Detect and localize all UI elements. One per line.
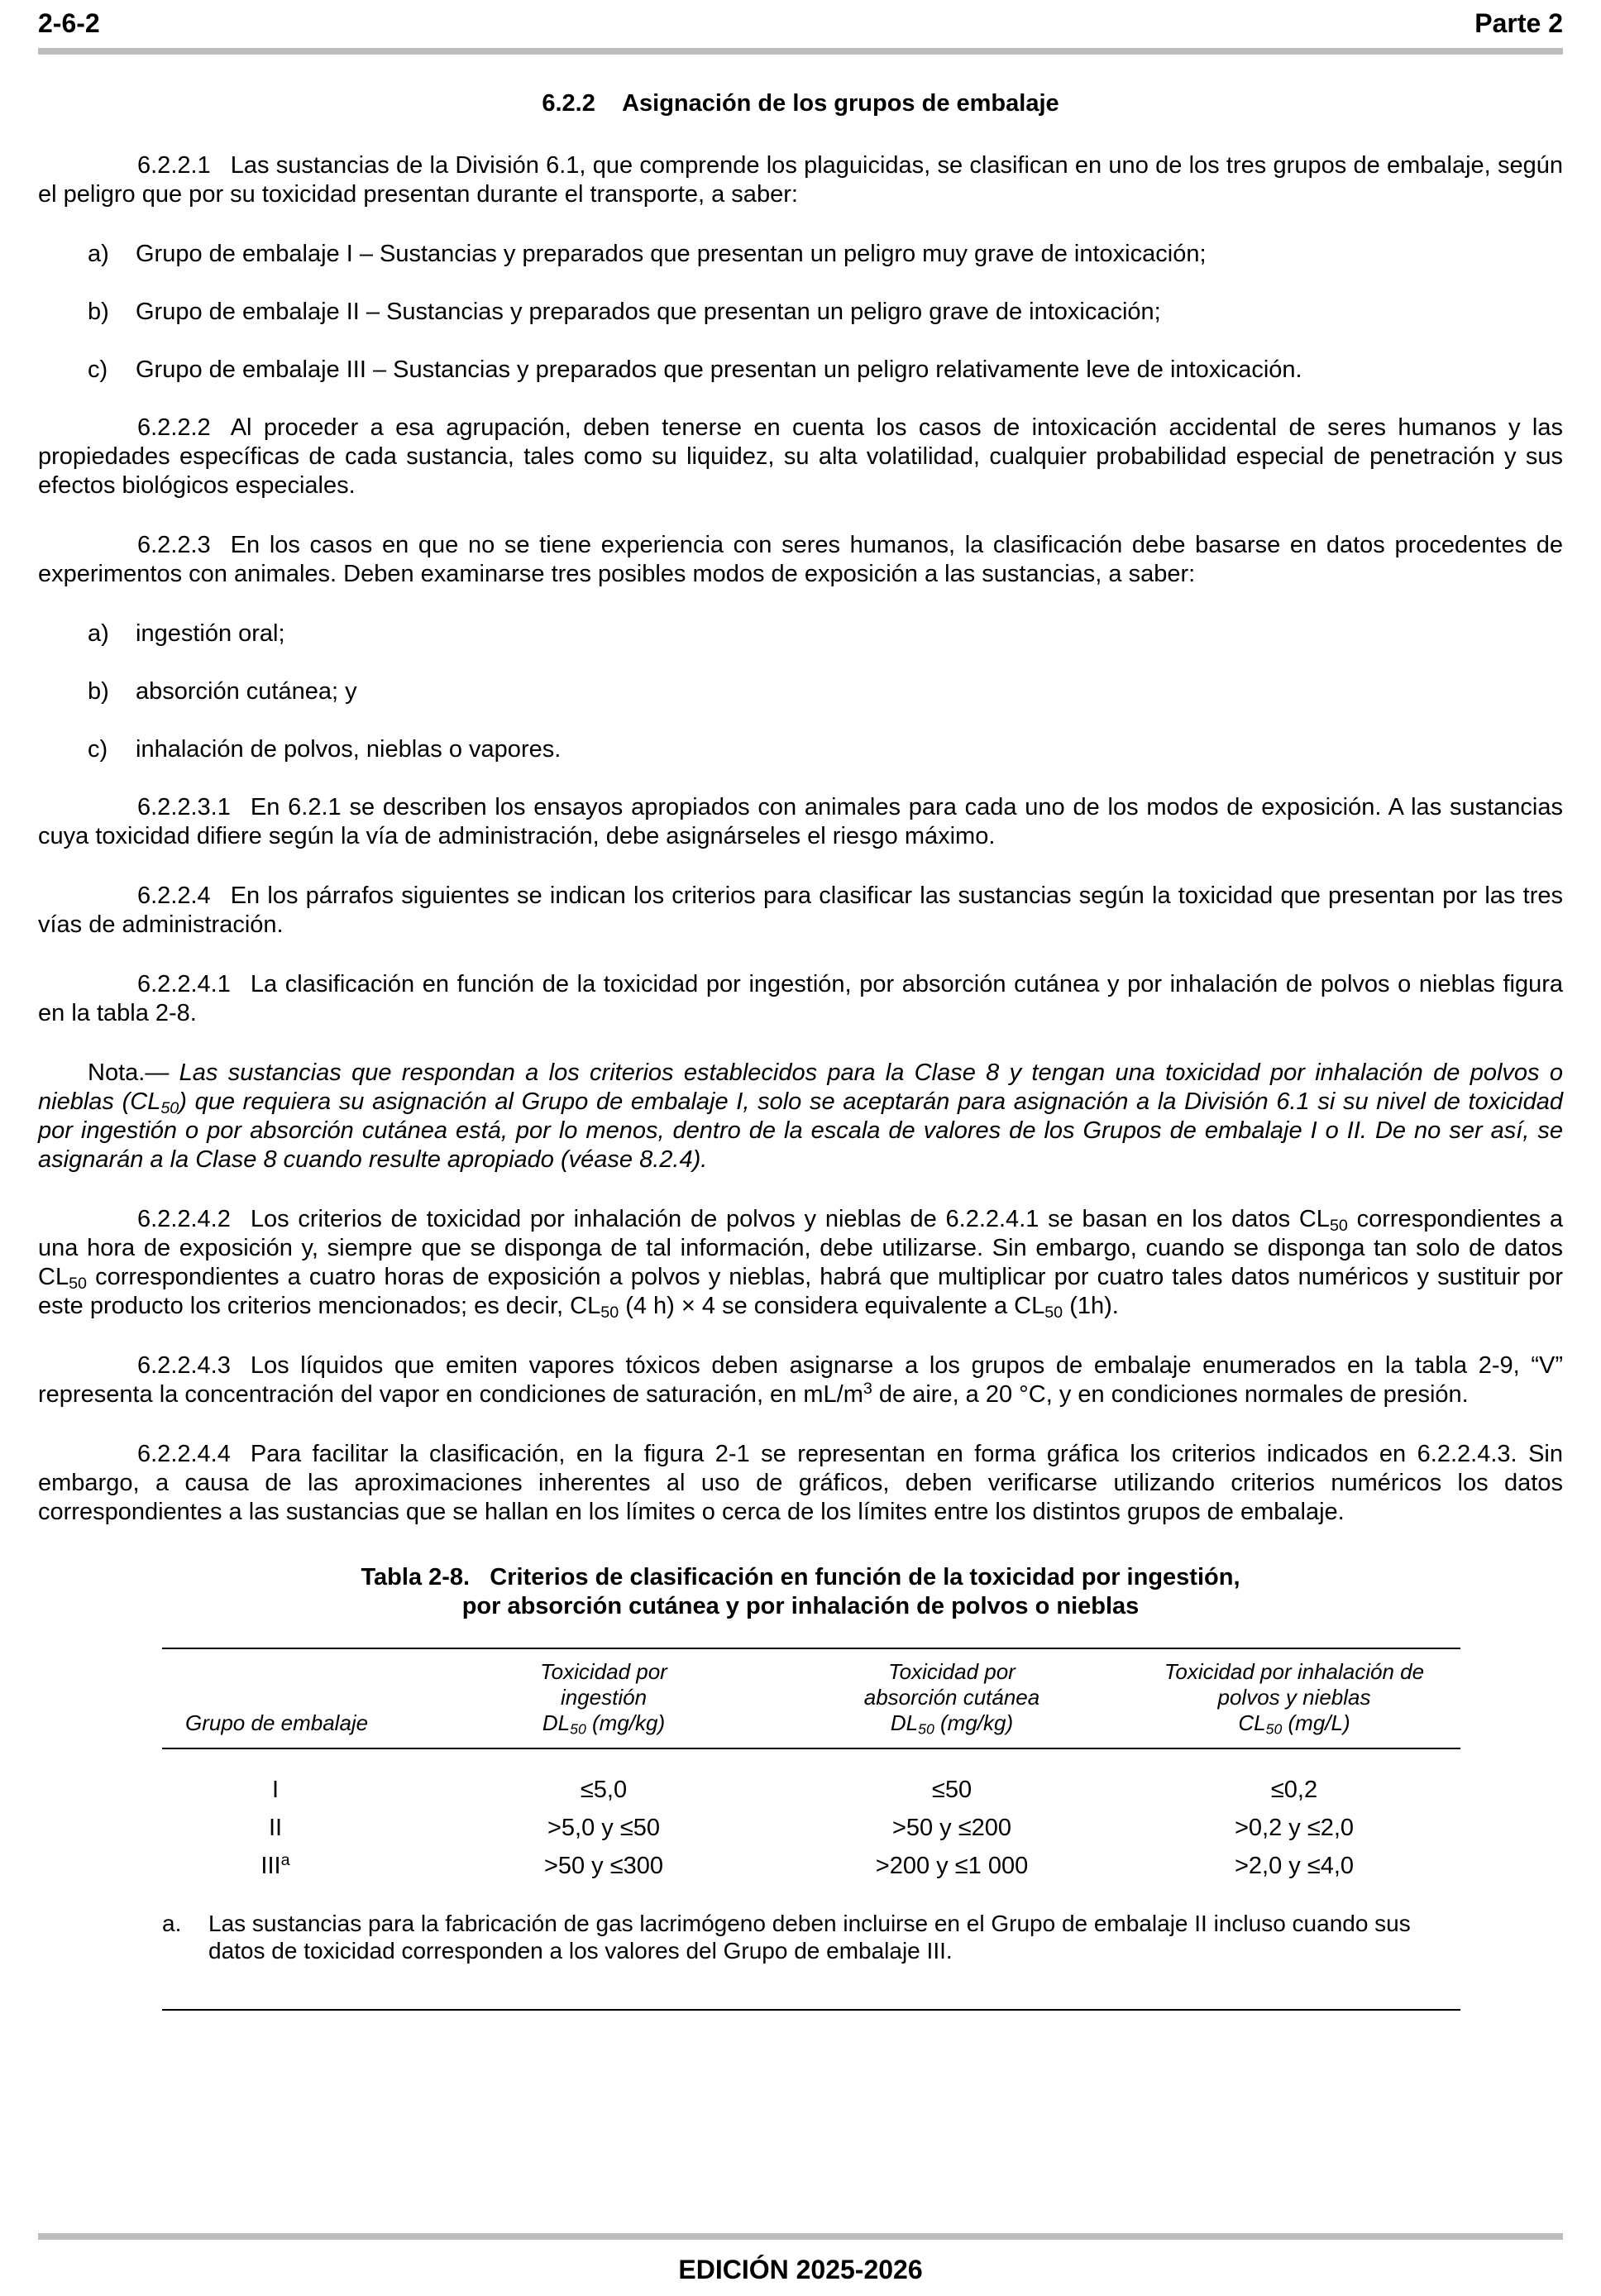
cell-group (162, 1809, 432, 1847)
list-label: b) (88, 299, 109, 325)
header-line: Toxicidad por inhalación de (1164, 1659, 1425, 1684)
header-line: Toxicidad por (540, 1659, 667, 1684)
paragraph-text: Para facilitar la clasificación, en la figura 2-1 se representan en forma gráfica los criterios indicados en 6.2.2.4.3. Sin embargo, a causa de las aproximaciones inherentes al uso de gráficos, deben verificarse utilizando criterios numéricos los datos correspondientes a las sustancias que se hallan en los límites o cerca de los límites entre los distintos grupos de embalaje. (38, 1441, 1563, 1525)
paragraph-text: Los líquidos que emiten vapores tóxicos deben asignarse a los grupos de embalaje enumerados en la tabla 2-9, “V” representa la concentración del vapor en condiciones de saturación, en mL/m (38, 1352, 1563, 1408)
superscript: a (280, 1851, 290, 1870)
section-title: 6.2.2 Asignación de los grupos de embalaje (542, 90, 1059, 117)
document-body (38, 89, 1563, 2011)
subscript: 50 (1044, 1303, 1063, 1322)
paragraph-text: La clasificación en función de la toxicidad por ingestión, por absorción cutánea y por inhalación de polvos o nieblas figura en la tabla 2-8. (38, 971, 1563, 1026)
subscript: 50 (160, 1098, 179, 1117)
subscript: 50 (570, 1720, 586, 1738)
part-label: Parte 2 (1474, 8, 1563, 38)
note (38, 1059, 1563, 1174)
header-text: (mg/L) (1282, 1710, 1350, 1735)
paragraph-text: correspondientes a cuatro horas de exposición a polvos y nieblas, habrá que multiplicar por cuatro tales datos numéricos y sustituir por este producto los criterios mencionados; es decir, CL (38, 1264, 1563, 1319)
paragraph-number: 6.2.2.1 (137, 152, 211, 179)
paragraph-6-2-2-2 (38, 414, 1563, 500)
footnote-text: Las sustancias para la fabricación de gas lacrimógeno deben incluirse en el Grupo de embalaje II incluso cuando sus datos de toxicidad corresponden a los valores del Grupo de embalaje III. (208, 1911, 1411, 1964)
table-footnote (162, 1910, 1460, 1964)
paragraph-6-2-2-4-1 (38, 970, 1563, 1028)
list-label: c) (88, 736, 108, 763)
list-text: absorción cutánea; y (136, 678, 357, 705)
paragraph-text: En 6.2.1 se describen los ensayos apropiados con animales para cada uno de los modos de exposición. A las sustancias cuya toxicidad difiere según la vía de administración, debe asignárseles el riesgo máximo. (38, 794, 1563, 849)
header-text: DL (890, 1710, 919, 1735)
paragraph-6-2-2-4-2 (38, 1205, 1563, 1321)
paragraph-text: de aire, a 20 °C, y en condiciones normales de presión. (872, 1381, 1469, 1408)
list-text: ingestión oral; (136, 620, 285, 647)
table-caption (38, 1563, 1563, 1621)
group-text: III (260, 1853, 281, 1879)
edition-footer: EDICIÓN 2025-2026 (678, 2255, 923, 2284)
paragraph-6-2-2-1 (38, 151, 1563, 209)
list-text: Grupo de embalaje II – Sustancias y preparados que presentan un peligro grave de intoxicación; (136, 299, 1161, 325)
header-line (782, 1710, 1121, 1736)
paragraph-text: Los criterios de toxicidad por inhalación de polvos y nieblas de 6.2.2.4.1 se basan en los datos CL (250, 1206, 1330, 1232)
list-item (38, 356, 1563, 385)
paragraph-text: correspondientes a una hora de exposición y, siempre que se disponga de tal información, debe utilizarse. Sin embargo, cuando se disponga tan solo de datos CL (38, 1206, 1563, 1290)
cell-inhalation: ≤0,2 (1270, 1777, 1318, 1803)
cell-group (162, 1748, 432, 1809)
header-text: DL (542, 1710, 571, 1735)
table-row (162, 1748, 1460, 1809)
header-oral (432, 1648, 776, 1748)
paragraph-text: Al proceder a esa agrupación, deben tenerse en cuenta los casos de intoxicación accidental de seres humanos y las propiedades específicas de cada sustancia, tales como su liquidez, su alta volatilidad, cualquier probabilidad especial de penetración y sus efectos biológicos especiales. (38, 414, 1563, 499)
list-label: a) (88, 620, 109, 647)
header-line: ingestión (560, 1685, 648, 1710)
table-header-row (162, 1648, 1460, 1748)
paragraph-number: 6.2.2.3.1 (137, 794, 231, 820)
paragraph-number: 6.2.2.4.4 (137, 1441, 231, 1467)
subscript: 50 (1329, 1216, 1348, 1235)
subscript: 50 (69, 1274, 87, 1293)
paragraph-number: 6.2.2.4.2 (137, 1206, 231, 1232)
paragraph-text: (4 h) × 4 se considera equivalente a CL (619, 1293, 1045, 1319)
list-text: Grupo de embalaje I – Sustancias y preparados que presentan un peligro muy grave de intoxicación; (136, 241, 1207, 267)
superscript: 3 (863, 1380, 872, 1399)
classification-table (162, 1648, 1460, 1885)
paragraph-6-2-2-4 (38, 882, 1563, 940)
paragraph-text: En los párrafos siguientes se indican los criterios para clasificar las sustancias según la toxicidad que presentan por las tres vías de administración. (38, 883, 1563, 938)
header-rule (38, 48, 1563, 55)
header-dermal (776, 1648, 1128, 1748)
group-text: II (268, 1815, 283, 1841)
group-text: I (271, 1777, 280, 1803)
subscript: 50 (1265, 1720, 1283, 1738)
list-item (38, 298, 1563, 327)
cell-dermal: >200 y ≤1 000 (875, 1853, 1029, 1879)
list-item (38, 619, 1563, 648)
list-item (38, 240, 1563, 269)
list-text: inhalación de polvos, nieblas o vapores. (136, 736, 562, 763)
list-label: a) (88, 241, 109, 267)
paragraph-6-2-2-3-1 (38, 793, 1563, 851)
note-lead: Nota.— (88, 1060, 170, 1086)
list-text: Grupo de embalaje III – Sustancias y preparados que presentan un peligro relativamente leve de intoxicación. (136, 356, 1302, 383)
paragraph-number: 6.2.2.4.3 (137, 1352, 231, 1379)
cell-inhalation: >2,0 y ≤4,0 (1234, 1853, 1355, 1879)
note-text: ) que requiera su asignación al Grupo de embalaje I, solo se aceptarán para asignación a la División 6.1 si su nivel de toxicidad por ingestión o por absorción cutánea está, por lo menos, dentro de la escala de valores de los Grupos de embalaje I o II. De no ser así, se asignarán a la Clase 8 cuando resulte apropiado (véase 8.2.4). (38, 1088, 1564, 1173)
table-end-rule (162, 2009, 1460, 2011)
footer-rule (38, 2233, 1563, 2240)
list-label: b) (88, 678, 109, 705)
note-text: Las sustancias que respondan a los criterios establecidos para la Clase 8 y tengan una toxicidad por inhalación de polvos o nieblas (CL (38, 1060, 1563, 1115)
paragraph-number: 6.2.2.4.1 (137, 971, 231, 997)
cell-dermal: ≤50 (931, 1777, 973, 1803)
paragraph-text: (1h). (1063, 1293, 1119, 1319)
paragraph-number: 6.2.2.4 (137, 883, 211, 909)
cell-oral: >5,0 y ≤50 (547, 1815, 661, 1841)
list-item (38, 735, 1563, 764)
cell-dermal: >50 y ≤200 (891, 1815, 1012, 1841)
paragraph-6-2-2-4-3 (38, 1351, 1563, 1409)
header-line: polvos y nieblas (1217, 1685, 1371, 1710)
page-number: 2-6-2 (38, 8, 100, 38)
header-inhalation (1128, 1648, 1460, 1748)
header-text: (mg/kg) (585, 1710, 666, 1735)
paragraph-6-2-2-4-4 (38, 1440, 1563, 1527)
cell-oral: >50 y ≤300 (543, 1853, 664, 1879)
header-group: Grupo de embalaje (162, 1648, 432, 1748)
table-row (162, 1847, 1460, 1885)
table-row (162, 1809, 1460, 1847)
table-caption-line: Tabla 2-8. Criterios de clasificación en función de la toxicidad por ingestión, (361, 1564, 1240, 1590)
page-header (38, 5, 1563, 41)
paragraph-text: En los casos en que no se tiene experiencia con seres humanos, la clasificación debe basarse en datos procedentes de experimentos con animales. Deben examinarse tres posibles modos de exposición a las sustancias, a saber: (38, 532, 1563, 587)
paragraph-number: 6.2.2.2 (137, 414, 211, 441)
cell-group (162, 1847, 432, 1885)
paragraph-6-2-2-3 (38, 531, 1563, 589)
header-text: (mg/kg) (934, 1710, 1014, 1735)
paragraph-number: 6.2.2.3 (137, 532, 211, 558)
header-line: absorción cutánea (863, 1685, 1040, 1710)
header-line (438, 1710, 769, 1736)
table-caption-line: por absorción cutánea y por inhalación de polvos o nieblas (461, 1593, 1140, 1619)
subscript: 50 (600, 1303, 619, 1322)
header-line: Toxicidad por (888, 1659, 1016, 1684)
paragraph-text: Las sustancias de la División 6.1, que comprende los plaguicidas, se clasifican en uno de los tres grupos de embalaje, según el peligro que por su toxicidad presentan durante el transporte, a saber: (38, 152, 1563, 208)
cell-oral: ≤5,0 (580, 1777, 628, 1803)
cell-inhalation: >0,2 y ≤2,0 (1234, 1815, 1355, 1841)
footnote-label: a. (162, 1911, 182, 1936)
header-text: CL (1238, 1710, 1266, 1735)
subscript: 50 (918, 1720, 934, 1738)
list-item (38, 677, 1563, 706)
header-line (1135, 1710, 1454, 1736)
list-label: c) (88, 356, 108, 383)
